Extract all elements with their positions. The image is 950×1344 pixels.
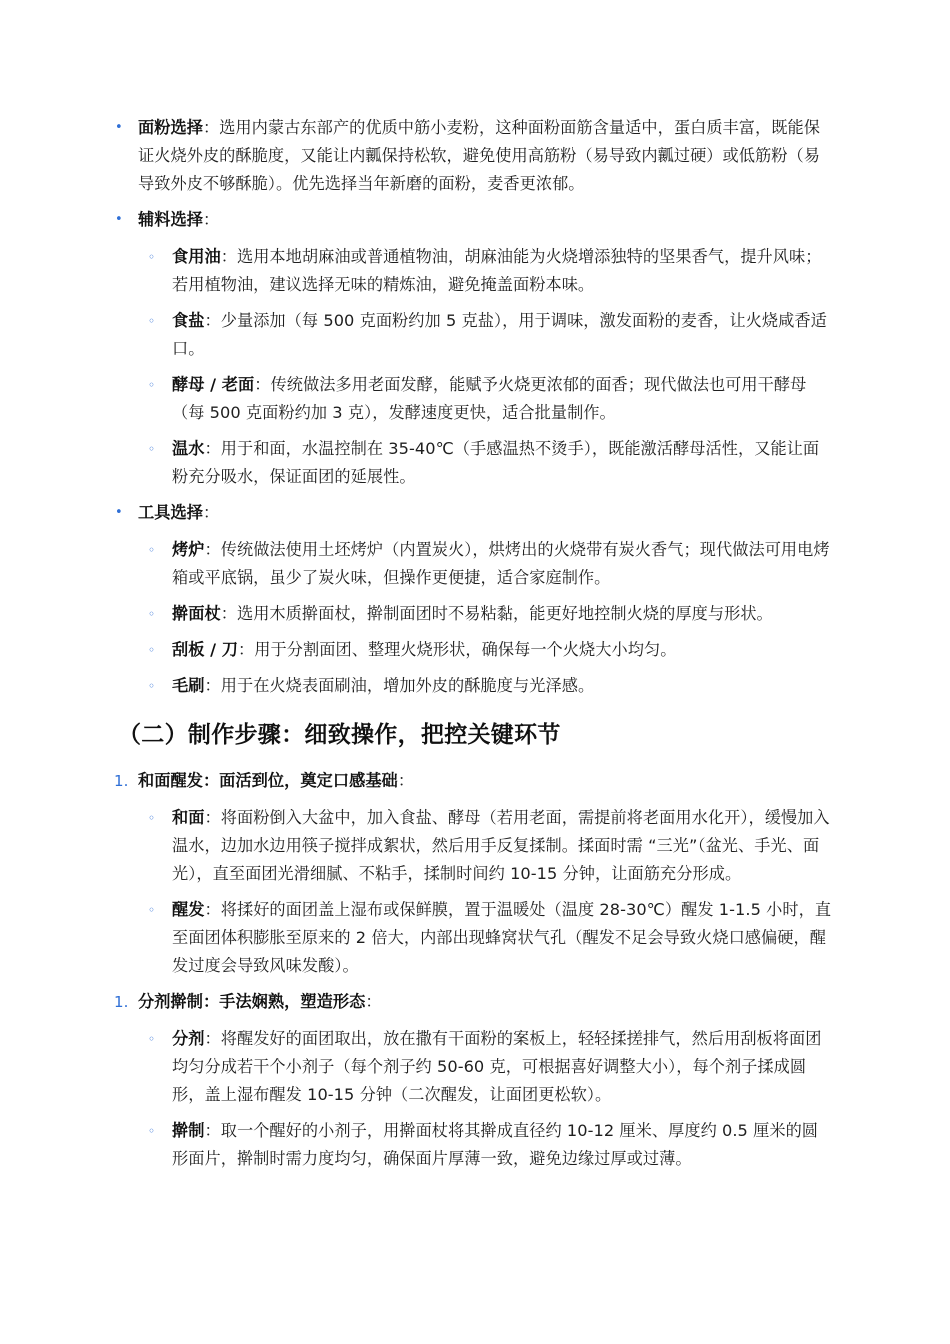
item-text: ：取一个醒好的小剂子，用擀面杖将其擀成直径约 10-12 厘米、厚度约 0.5 厘米的圆形面片，擀制时需力度均匀，确保面片厚薄一致，避免边缘过厚或过薄。 (172, 1121, 819, 1168)
circle-bullet-icon: ◦ (148, 903, 156, 917)
item-term: 酵母 / 老面 (172, 375, 255, 394)
item-term: 和面醒发：面活到位，奠定口感基础 (138, 771, 398, 790)
steps-list (112, 767, 832, 1173)
item-term: 和面 (172, 808, 205, 827)
bullet-icon: • (115, 212, 123, 227)
sub-item-proof (112, 896, 832, 980)
item-text: ： (365, 992, 382, 1011)
item-text: ：选用木质擀面杖，擀制面团时不易粘黏，能更好地控制火烧的厚度与形状。 (220, 604, 773, 623)
sub-item-divide (112, 1025, 832, 1109)
item-text: ：传统做法多用老面发酵，能赋予火烧更浓郁的面香；现代做法也可用干酵母（每 500 克面粉约加 3 克），发酵速度更快，适合批量制作。 (172, 375, 807, 422)
sub-item-oven (112, 536, 832, 592)
circle-bullet-icon: ◦ (148, 442, 156, 456)
sub-item-salt (112, 307, 832, 363)
item-term: 毛刷 (172, 676, 205, 695)
document-body (112, 114, 832, 1173)
item-term: 分剂擀制：手法娴熟，塑造形态 (138, 992, 366, 1011)
sub-item-oil (112, 243, 832, 299)
item-text: ：选用本地胡麻油或普通植物油，胡麻油能为火烧增添独特的坚果香气，提升风味；若用植物油，建议选择无味的精炼油，避免掩盖面粉本味。 (172, 247, 822, 294)
item-term: 食用油 (172, 247, 221, 266)
auxiliary-sublist (112, 243, 832, 491)
circle-bullet-icon: ◦ (148, 811, 156, 825)
item-term: 擀制 (172, 1121, 205, 1140)
tools-sublist (112, 536, 832, 700)
step-item-dividing (112, 988, 832, 1173)
circle-bullet-icon: ◦ (148, 1032, 156, 1046)
step-number: 1. (114, 772, 129, 790)
item-text: ：传统做法使用土坯烤炉（内置炭火），烘烤出的火烧带有炭火香气；现代做法可用电烤箱或平底锅，虽少了炭火味，但操作更便捷，适合家庭制作。 (172, 540, 830, 587)
kneading-sublist (112, 804, 832, 980)
circle-bullet-icon: ◦ (148, 1124, 156, 1138)
item-term: 烤炉 (172, 540, 205, 559)
list-item-auxiliary (112, 206, 832, 491)
circle-bullet-icon: ◦ (148, 607, 156, 621)
item-term: 工具选择 (138, 503, 203, 522)
item-text: ：少量添加（每 500 克面粉约加 5 克盐），用于调味，激发面粉的麦香，让火烧咸香适口。 (172, 311, 827, 358)
item-text: ：用于和面，水温控制在 35-40℃（手感温热不烫手），既能激活酵母活性，又能让面粉充分吸水，保证面团的延展性。 (172, 439, 820, 486)
item-text: ： (202, 503, 220, 522)
item-text: ： (202, 210, 220, 229)
sub-item-brush (112, 672, 832, 700)
circle-bullet-icon: ◦ (148, 314, 156, 328)
step-number: 1. (114, 993, 129, 1011)
item-term: 擀面杖 (172, 604, 221, 623)
sub-item-yeast (112, 371, 832, 427)
sub-item-water (112, 435, 832, 491)
item-term: 食盐 (172, 311, 205, 330)
circle-bullet-icon: ◦ (148, 250, 156, 264)
item-term: 辅料选择 (138, 210, 203, 229)
item-term: 温水 (172, 439, 205, 458)
item-text: ：用于分割面团、整理火烧形状，确保每一个火烧大小均匀。 (238, 640, 677, 659)
section-heading: （二）制作步骤：细致操作，把控关键环节 (118, 722, 561, 748)
item-term: 面粉选择 (138, 118, 203, 137)
step-item-kneading (112, 767, 832, 980)
circle-bullet-icon: ◦ (148, 543, 156, 557)
ingredients-list (112, 114, 832, 700)
sub-item-scraper (112, 636, 832, 664)
circle-bullet-icon: ◦ (148, 378, 156, 392)
bullet-icon: • (115, 505, 123, 520)
item-text: ：将醒发好的面团取出，放在撒有干面粉的案板上，轻轻揉搓排气，然后用刮板将面团均匀分成若干个小剂子（每个剂子约 50-60 克，可根据喜好调整大小），每个剂子揉成圆形，盖上湿布醒发 10-15 分钟（二次醒发，让面团更松软）。 (172, 1029, 822, 1104)
item-term: 分剂 (172, 1029, 205, 1048)
item-text: ： (397, 771, 415, 790)
item-text: ：用于在火烧表面刷油，增加外皮的酥脆度与光泽感。 (204, 676, 595, 695)
sub-item-roll (112, 1117, 832, 1173)
item-term: 刮板 / 刀 (172, 640, 239, 659)
list-item-tools (112, 499, 832, 700)
circle-bullet-icon: ◦ (148, 643, 156, 657)
sub-item-rolling-pin (112, 600, 832, 628)
list-item-flour (112, 114, 832, 198)
item-text: ：将揉好的面团盖上湿布或保鲜膜，置于温暖处（温度 28-30℃）醒发 1-1.5 小时，直至面团体积膨胀至原来的 2 倍大，内部出现蜂窝状气孔（醒发不足会导致火烧口感偏硬，醒发过度会导致风味发酸）。 (172, 900, 832, 975)
item-text: ：将面粉倒入大盆中，加入食盐、酵母（若用老面，需提前将老面用水化开），缓慢加入温水，边加水边用筷子搅拌成絮状，然后用手反复揉制。揉面时需 “三光”（盆光、手光、面光），直至面团光滑细腻、不粘手，揉制时间约 10-15 分钟，让面筋充分形成。 (172, 808, 830, 883)
item-text: ：选用内蒙古东部产的优质中筋小麦粉，这种面粉面筋含量适中，蛋白质丰富，既能保证火烧外皮的酥脆度，又能让内瓤保持松软，避免使用高筋粉（易导致内瓤过硬）或低筋粉（易导致外皮不够酥脆）。优先选择当年新磨的面粉，麦香更浓郁。 (138, 118, 820, 193)
bullet-icon: • (115, 120, 123, 135)
dividing-sublist (112, 1025, 832, 1173)
circle-bullet-icon: ◦ (148, 679, 156, 693)
sub-item-knead (112, 804, 832, 888)
item-term: 醒发 (172, 900, 205, 919)
